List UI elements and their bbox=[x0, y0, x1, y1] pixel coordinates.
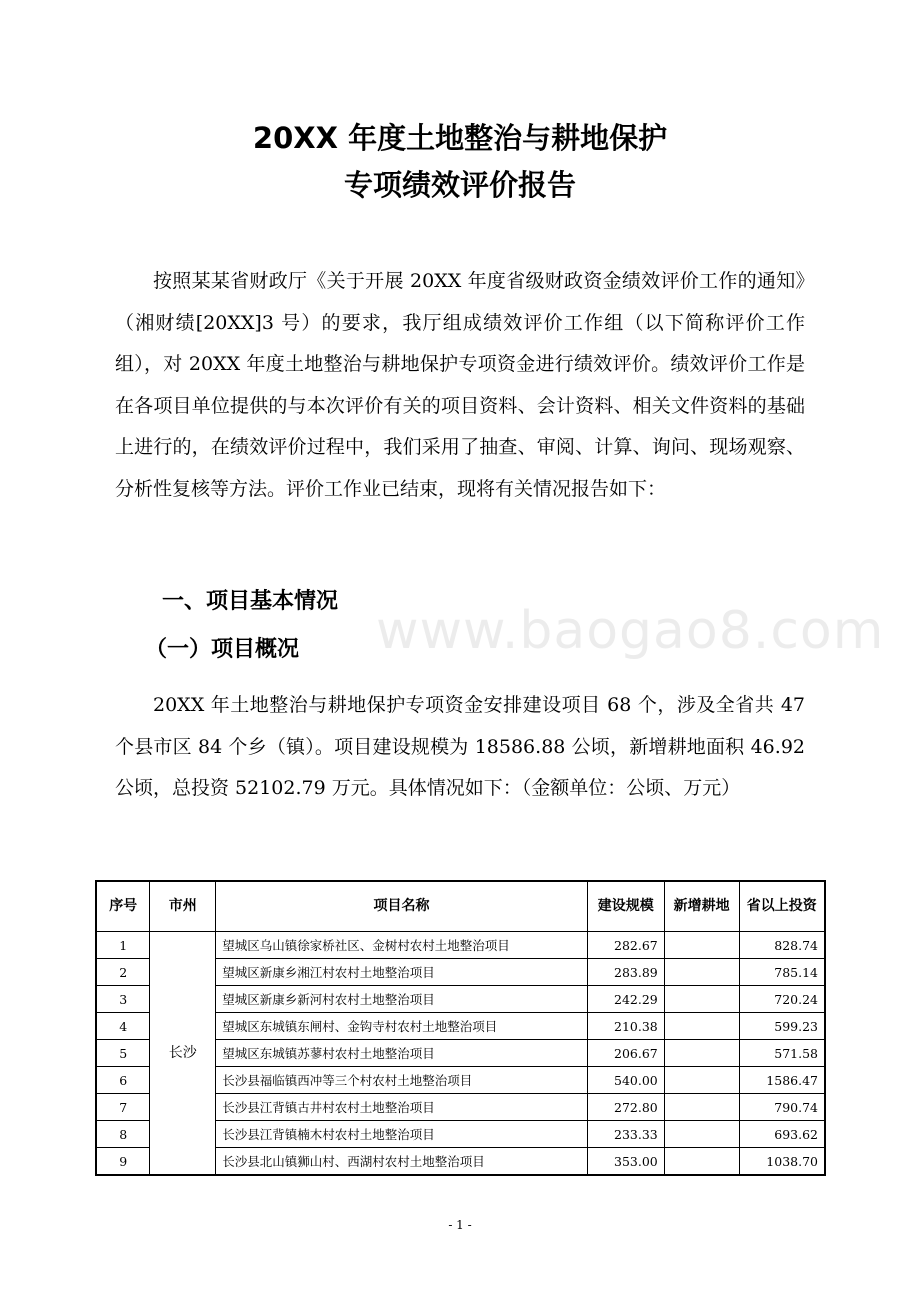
report-title-line-2: 专项绩效评价报告 bbox=[343, 168, 576, 202]
header-name: 项目名称 bbox=[216, 881, 588, 932]
cell-seq: 6 bbox=[96, 1067, 150, 1094]
cell-investment: 720.24 bbox=[739, 986, 825, 1013]
header-seq: 序号 bbox=[96, 881, 150, 932]
subsection-heading-overview: （一）项目概况 bbox=[145, 637, 300, 662]
project-table bbox=[95, 880, 826, 1176]
cell-seq: 9 bbox=[96, 1148, 150, 1176]
cell-scale: 272.80 bbox=[587, 1094, 664, 1121]
cell-name: 望城区新康乡新河村农村土地整治项目 bbox=[216, 986, 588, 1013]
header-scale: 建设规模 bbox=[587, 881, 664, 932]
cell-scale: 282.67 bbox=[587, 932, 664, 959]
table-header-row bbox=[96, 881, 825, 932]
cell-scale: 206.67 bbox=[587, 1040, 664, 1067]
cell-new-land bbox=[664, 1040, 739, 1067]
cell-scale: 283.89 bbox=[587, 959, 664, 986]
overview-paragraph: 20XX 年土地整治与耕地保护专项资金安排建设项目 68 个，涉及全省共 47 个县市区 84 个乡（镇）。项目建设规模为 18586.88 公顷，新增耕地面积 46.92 公顷，总投资 52102.79 万元。具体情况如下：（金额单位：公顷、万元） bbox=[115, 694, 805, 799]
cell-new-land bbox=[664, 1094, 739, 1121]
cell-scale: 242.29 bbox=[587, 986, 664, 1013]
cell-scale: 233.33 bbox=[587, 1121, 664, 1148]
header-investment: 省以上投资 bbox=[739, 881, 825, 932]
cell-investment: 828.74 bbox=[739, 932, 825, 959]
cell-new-land bbox=[664, 1067, 739, 1094]
cell-seq: 8 bbox=[96, 1121, 150, 1148]
cell-investment: 1038.70 bbox=[739, 1148, 825, 1176]
cell-new-land bbox=[664, 1013, 739, 1040]
report-title-line-1: 20XX 年度土地整治与耕地保护 bbox=[252, 121, 668, 155]
cell-name: 望城区新康乡湘江村农村土地整治项目 bbox=[216, 959, 588, 986]
cell-new-land bbox=[664, 1121, 739, 1148]
cell-investment: 790.74 bbox=[739, 1094, 825, 1121]
cell-scale: 353.00 bbox=[587, 1148, 664, 1176]
cell-investment: 571.58 bbox=[739, 1040, 825, 1067]
cell-new-land bbox=[664, 932, 739, 959]
cell-seq: 2 bbox=[96, 959, 150, 986]
intro-paragraph: 按照某某省财政厅《关于开展 20XX 年度省级财政资金绩效评价工作的通知》（湘财绩[20XX]3 号）的要求，我厅组成绩效评价工作组（以下简称评价工作组），对 20XX 年度土地整治与耕地保护专项资金进行绩效评价。绩效评价工作是在各项目单位提供的与本次评价有关的项目资料、会计资料、相关文件资料的基础上进行的，在绩效评价过程中，我们采用了抽查、审阅、计算、询问、现场观察、分析性复核等方法。评价工作业已结束，现将有关情况报告如下： bbox=[115, 270, 805, 500]
cell-name: 望城区东城镇东闸村、金钩寺村农村土地整治项目 bbox=[216, 1013, 588, 1040]
cell-name: 长沙县江背镇楠木村农村土地整治项目 bbox=[216, 1121, 588, 1148]
cell-investment: 1586.47 bbox=[739, 1067, 825, 1094]
cell-seq: 7 bbox=[96, 1094, 150, 1121]
cell-investment: 693.62 bbox=[739, 1121, 825, 1148]
cell-scale: 210.38 bbox=[587, 1013, 664, 1040]
cell-city: 长沙 bbox=[150, 932, 216, 1176]
cell-seq: 4 bbox=[96, 1013, 150, 1040]
cell-new-land bbox=[664, 959, 739, 986]
table-row bbox=[96, 932, 825, 959]
cell-seq: 5 bbox=[96, 1040, 150, 1067]
cell-name: 长沙县北山镇狮山村、西湖村农村土地整治项目 bbox=[216, 1148, 588, 1176]
cell-name: 长沙县福临镇西冲等三个村农村土地整治项目 bbox=[216, 1067, 588, 1094]
cell-investment: 599.23 bbox=[739, 1013, 825, 1040]
cell-scale: 540.00 bbox=[587, 1067, 664, 1094]
cell-name: 望城区乌山镇徐家桥社区、金树村农村土地整治项目 bbox=[216, 932, 588, 959]
cell-seq: 3 bbox=[96, 986, 150, 1013]
cell-new-land bbox=[664, 986, 739, 1013]
watermark: www.baogao8.com bbox=[376, 601, 885, 661]
header-new-land: 新增耕地 bbox=[664, 881, 739, 932]
cell-investment: 785.14 bbox=[739, 959, 825, 986]
section-heading-basic-info: 一、项目基本情况 bbox=[162, 589, 339, 614]
page-number: - 1 - bbox=[448, 1218, 472, 1232]
cell-seq: 1 bbox=[96, 932, 150, 959]
cell-name: 望城区东城镇苏蓼村农村土地整治项目 bbox=[216, 1040, 588, 1067]
cell-name: 长沙县江背镇古井村农村土地整治项目 bbox=[216, 1094, 588, 1121]
cell-new-land bbox=[664, 1148, 739, 1176]
header-city: 市州 bbox=[150, 881, 216, 932]
